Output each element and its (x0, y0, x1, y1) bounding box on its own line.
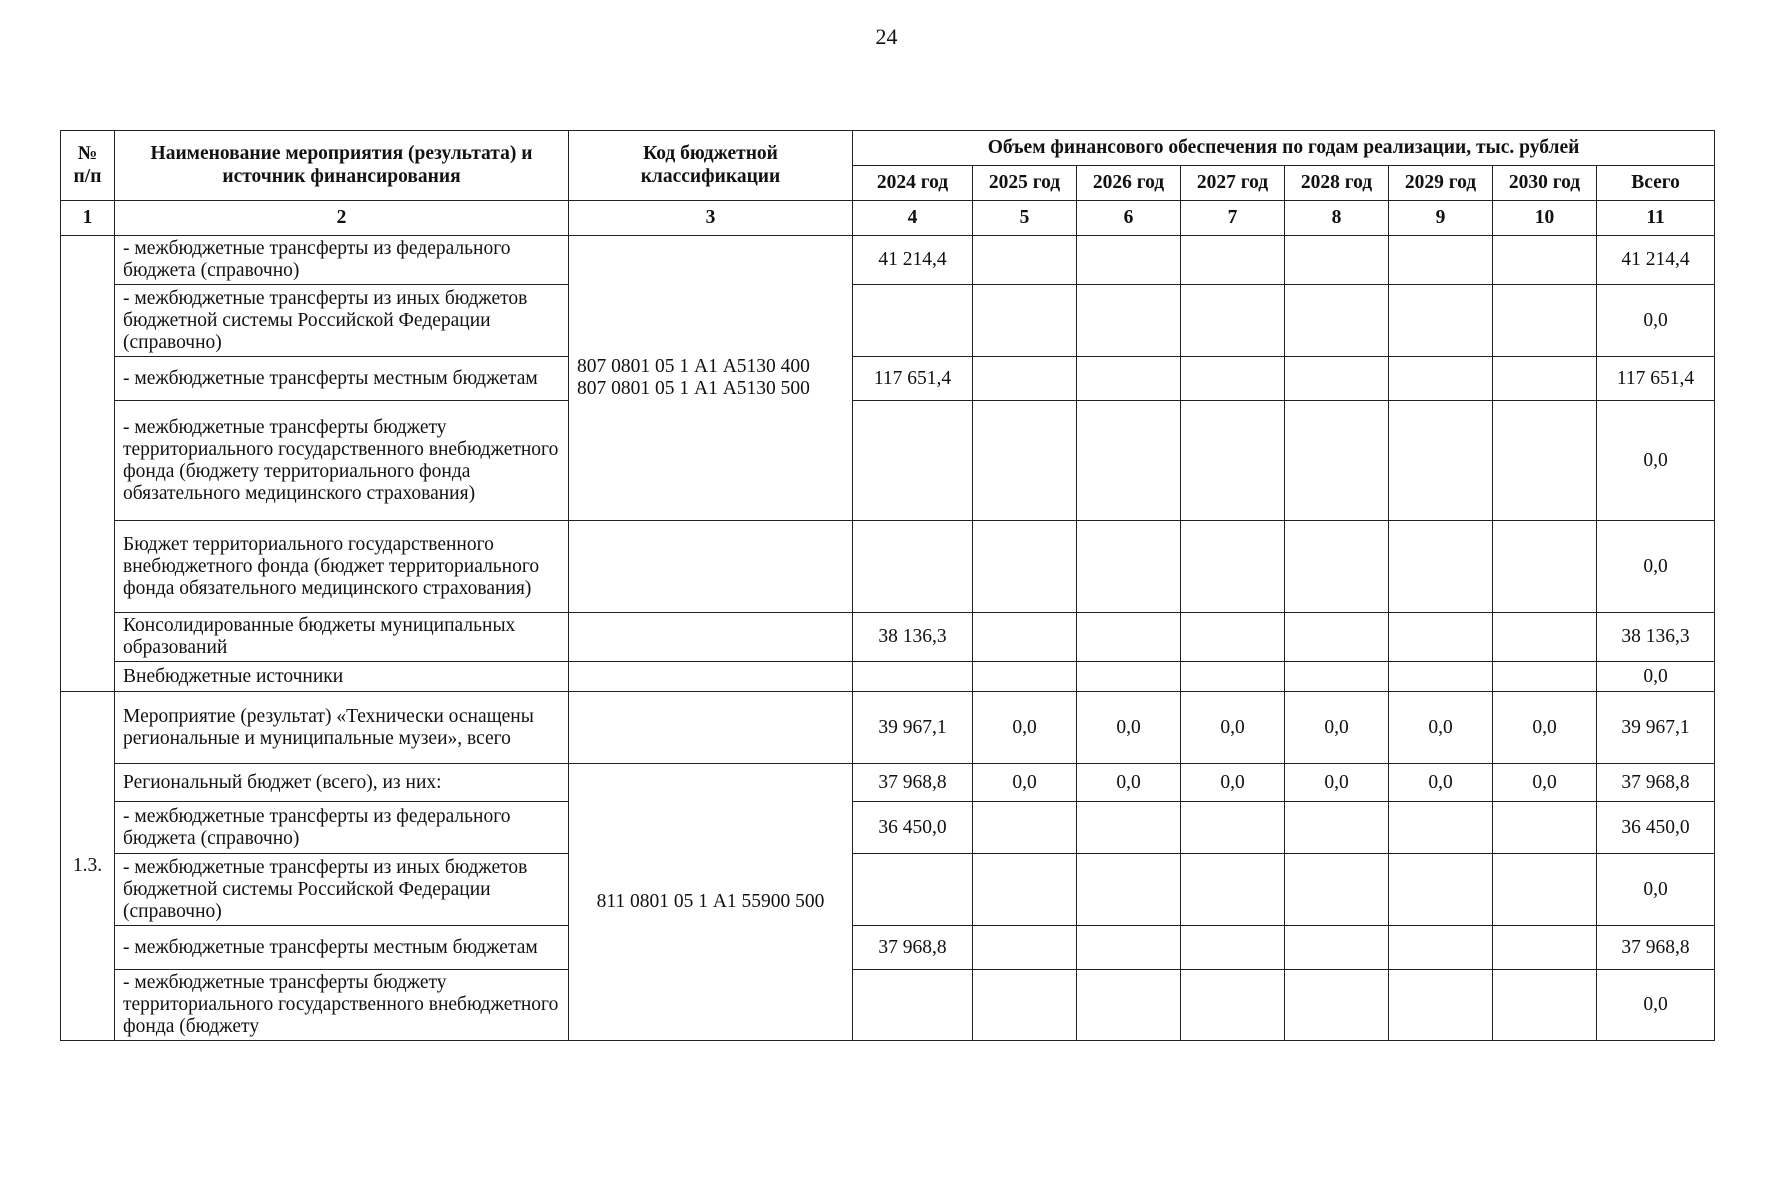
value-cell (1493, 236, 1597, 285)
value-cell (1181, 802, 1285, 854)
value-cell (1077, 357, 1181, 401)
value-cell (973, 926, 1077, 970)
value-cell: 39 967,1 (1597, 692, 1715, 764)
value-cell: 0,0 (973, 692, 1077, 764)
value-cell: 0,0 (1389, 692, 1493, 764)
value-cell (1493, 401, 1597, 521)
value-cell (1181, 401, 1285, 521)
value-cell (1493, 854, 1597, 926)
value-cell: 0,0 (1285, 692, 1389, 764)
value-cell (1181, 854, 1285, 926)
table-row (61, 662, 1715, 692)
value-cell (1077, 970, 1181, 1041)
value-cell (1493, 521, 1597, 613)
value-cell (853, 521, 973, 613)
value-cell: 37 968,8 (853, 926, 973, 970)
header-year: 2028 год (1285, 166, 1389, 201)
value-cell (1181, 926, 1285, 970)
value-cell (973, 854, 1077, 926)
header-column-number: 11 (1597, 201, 1715, 236)
table-row (61, 854, 1715, 926)
value-cell (1285, 854, 1389, 926)
value-cell (1285, 401, 1389, 521)
value-cell: 0,0 (973, 764, 1077, 802)
value-cell: 41 214,4 (853, 236, 973, 285)
value-cell (1285, 926, 1389, 970)
page-number: 24 (875, 24, 898, 49)
value-cell (1389, 662, 1493, 692)
value-cell (1285, 802, 1389, 854)
value-cell: 38 136,3 (853, 613, 973, 662)
header-year: Всего (1597, 166, 1715, 201)
header-year: 2026 год (1077, 166, 1181, 201)
value-cell: 0,0 (1597, 285, 1715, 357)
header-column-number: 9 (1389, 201, 1493, 236)
value-cell (1389, 285, 1493, 357)
value-cell (1389, 854, 1493, 926)
value-cell: 0,0 (1597, 521, 1715, 613)
header-column-number: 5 (973, 201, 1077, 236)
row-name: - межбюджетные трансферты из федерального бюджета (справочно) (115, 802, 569, 854)
value-cell: 0,0 (1077, 764, 1181, 802)
value-cell: 38 136,3 (1597, 613, 1715, 662)
row-index: 1.3. (61, 692, 115, 1041)
row-name: - межбюджетные трансферты местным бюджетам (115, 926, 569, 970)
value-cell: 39 967,1 (853, 692, 973, 764)
value-cell (973, 401, 1077, 521)
row-name: Региональный бюджет (всего), из них: (115, 764, 569, 802)
header-code: Код бюджетной классификации (569, 131, 853, 201)
value-cell (1181, 970, 1285, 1041)
value-cell (1285, 662, 1389, 692)
header-column-number: 6 (1077, 201, 1181, 236)
value-cell (1181, 662, 1285, 692)
header-year: 2024 год (853, 166, 973, 201)
budget-code-line: 807 0801 05 1 А1 А5130 500 (577, 378, 810, 400)
value-cell (1389, 802, 1493, 854)
value-cell (1285, 357, 1389, 401)
value-cell: 36 450,0 (853, 802, 973, 854)
value-cell: 0,0 (1597, 854, 1715, 926)
value-cell (1493, 613, 1597, 662)
table-row (61, 521, 1715, 613)
value-cell (853, 401, 973, 521)
value-cell: 0,0 (1493, 764, 1597, 802)
value-cell (1181, 357, 1285, 401)
value-cell: 0,0 (1181, 692, 1285, 764)
header-year: 2030 год (1493, 166, 1597, 201)
value-cell (1493, 662, 1597, 692)
value-cell (1077, 854, 1181, 926)
budget-code (569, 692, 853, 764)
table-row (61, 970, 1715, 1041)
value-cell (1181, 521, 1285, 613)
row-name: - межбюджетные трансферты местным бюджетам (115, 357, 569, 401)
header-year: 2027 год (1181, 166, 1285, 201)
value-cell: 0,0 (1285, 764, 1389, 802)
value-cell (1285, 613, 1389, 662)
value-cell: 37 968,8 (853, 764, 973, 802)
header-year: 2025 год (973, 166, 1077, 201)
budget-code (569, 236, 853, 521)
value-cell (1493, 802, 1597, 854)
value-cell (973, 662, 1077, 692)
header-column-number: 2 (115, 201, 569, 236)
table-row (61, 926, 1715, 970)
value-cell (1285, 285, 1389, 357)
value-cell (1181, 236, 1285, 285)
value-cell: 37 968,8 (1597, 764, 1715, 802)
value-cell (973, 236, 1077, 285)
table-row (61, 802, 1715, 854)
value-cell (1389, 970, 1493, 1041)
value-cell (1389, 401, 1493, 521)
value-cell (1285, 970, 1389, 1041)
row-name: Консолидированные бюджеты муниципальных образований (115, 613, 569, 662)
value-cell: 0,0 (1597, 401, 1715, 521)
header-column-number: 1 (61, 201, 115, 236)
value-cell (1285, 521, 1389, 613)
row-name: Мероприятие (результат) «Технически оснащены региональные и муниципальные музеи», всего (115, 692, 569, 764)
budget-code: 811 0801 05 1 А1 55900 500 (569, 764, 853, 1041)
value-cell (1077, 662, 1181, 692)
table-row (61, 357, 1715, 401)
value-cell (973, 970, 1077, 1041)
value-cell (853, 285, 973, 357)
row-name: Бюджет территориального государственного внебюджетного фонда (бюджет территориального фонда обязательного медицинского страхования) (115, 521, 569, 613)
row-name: - межбюджетные трансферты из федерального бюджета (справочно) (115, 236, 569, 285)
row-index (61, 236, 115, 692)
value-cell (1493, 970, 1597, 1041)
table-row (61, 236, 1715, 285)
budget-code (569, 521, 853, 613)
value-cell (1389, 613, 1493, 662)
value-cell (1493, 285, 1597, 357)
value-cell: 0,0 (1181, 764, 1285, 802)
value-cell (1077, 613, 1181, 662)
header-column-number: 7 (1181, 201, 1285, 236)
header-year: 2029 год (1389, 166, 1493, 201)
header-volume: Объем финансового обеспечения по годам реализации, тыс. рублей (853, 131, 1715, 166)
value-cell: 0,0 (1597, 970, 1715, 1041)
table-row (61, 285, 1715, 357)
budget-code-line: 807 0801 05 1 А1 А5130 400 (577, 356, 810, 377)
header-index: № п/п (61, 131, 115, 201)
table-row (61, 613, 1715, 662)
budget-code (569, 613, 853, 662)
value-cell (853, 662, 973, 692)
value-cell: 0,0 (1597, 662, 1715, 692)
value-cell: 41 214,4 (1597, 236, 1715, 285)
value-cell: 0,0 (1493, 692, 1597, 764)
value-cell: 36 450,0 (1597, 802, 1715, 854)
value-cell: 0,0 (1389, 764, 1493, 802)
value-cell (973, 613, 1077, 662)
table-row (61, 401, 1715, 521)
table-row (61, 764, 1715, 802)
header-name: Наименование мероприятия (результата) и источник финансирования (115, 131, 569, 201)
value-cell (1181, 285, 1285, 357)
value-cell (853, 970, 973, 1041)
value-cell (973, 802, 1077, 854)
value-cell (973, 521, 1077, 613)
value-cell (1077, 285, 1181, 357)
header-column-number: 4 (853, 201, 973, 236)
row-name: - межбюджетные трансферты бюджету территориального государственного внебюджетного фонда (бюджету территориального фонда обязательного медицинского страхования) (115, 401, 569, 521)
value-cell (1389, 357, 1493, 401)
value-cell (1077, 926, 1181, 970)
value-cell (1077, 802, 1181, 854)
financing-table (60, 130, 1715, 1041)
value-cell: 0,0 (1077, 692, 1181, 764)
value-cell (853, 854, 973, 926)
value-cell (1285, 236, 1389, 285)
row-name: - межбюджетные трансферты из иных бюджетов бюджетной системы Российской Федерации (справочно) (115, 285, 569, 357)
budget-code (569, 662, 853, 692)
header-column-number: 8 (1285, 201, 1389, 236)
value-cell: 117 651,4 (853, 357, 973, 401)
value-cell: 37 968,8 (1597, 926, 1715, 970)
header-column-number: 10 (1493, 201, 1597, 236)
value-cell (1493, 926, 1597, 970)
value-cell (973, 285, 1077, 357)
value-cell (1389, 521, 1493, 613)
value-cell (1181, 613, 1285, 662)
value-cell (1389, 236, 1493, 285)
table-row (61, 692, 1715, 764)
value-cell (973, 357, 1077, 401)
value-cell (1389, 926, 1493, 970)
value-cell (1493, 357, 1597, 401)
value-cell (1077, 521, 1181, 613)
value-cell (1077, 401, 1181, 521)
row-name: - межбюджетные трансферты бюджету территориального государственного внебюджетного фонда (бюджету (115, 970, 569, 1041)
row-name: Внебюджетные источники (115, 662, 569, 692)
value-cell: 117 651,4 (1597, 357, 1715, 401)
row-name: - межбюджетные трансферты из иных бюджетов бюджетной системы Российской Федерации (справочно) (115, 854, 569, 926)
header-column-number: 3 (569, 201, 853, 236)
value-cell (1077, 236, 1181, 285)
